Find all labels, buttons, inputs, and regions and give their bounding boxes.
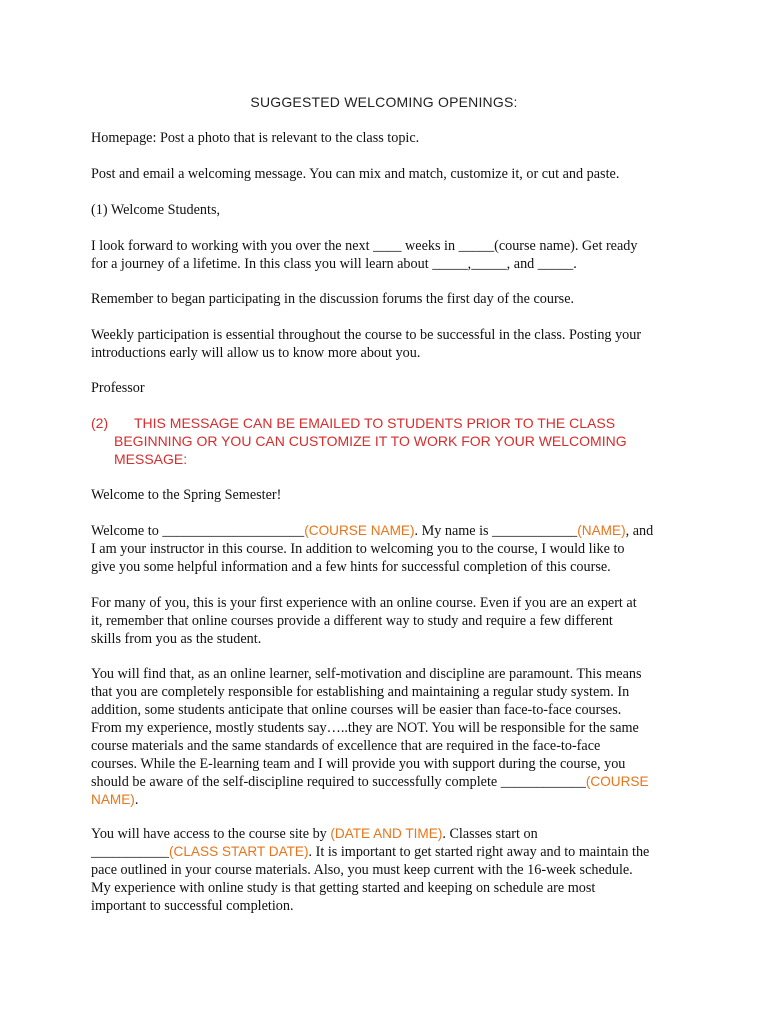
many-line: skills from you as the student. (91, 631, 262, 647)
item1-paragraph (91, 237, 691, 273)
item1-line: I look forward to working with you over the next ____ weeks in _____(course name). Get ready (91, 238, 638, 254)
item1-heading: (1) Welcome Students, (91, 202, 221, 218)
find-paragraph (91, 665, 691, 809)
many-line: For many of you, this is your first experience with an online course. Even if you are an expert at (91, 595, 637, 611)
access-text: . It is important to get started right away and to maintain the (308, 844, 650, 860)
spring-greeting: Welcome to the Spring Semester! (91, 487, 282, 503)
welcome-paragraph (91, 522, 691, 576)
date-time-placeholder: (DATE AND TIME) (330, 826, 443, 841)
access-line: My experience with online study is that getting started and keeping on schedule are most (91, 880, 596, 896)
access-text: ___________ (91, 844, 170, 860)
find-line (91, 791, 691, 809)
professor-signature: Professor (91, 380, 145, 396)
find-line: addition, some students anticipate that online courses will be easier than face-to-face courses. (91, 702, 622, 718)
welcome-text: . My name is ____________ (414, 523, 578, 539)
find-line: courses. While the E-learning team and I will provide you with support during the course, you (91, 756, 626, 772)
find-text: should be aware of the self-discipline required to successfully complete ____________ (91, 774, 586, 790)
class-start-date-placeholder: (CLASS START DATE) (169, 844, 309, 859)
welcome-line (91, 522, 691, 540)
item1-line: for a journey of a lifetime. In this class you will learn about _____,_____, and _____. (91, 256, 577, 272)
find-line (91, 773, 691, 791)
course-name-placeholder: (COURSE (585, 774, 649, 789)
find-text: . (134, 792, 139, 808)
access-text: You will have access to the course site by (91, 826, 331, 842)
access-line (91, 825, 691, 843)
course-name-placeholder: (COURSE NAME) (304, 523, 415, 538)
page-title: SUGGESTED WELCOMING OPENINGS: (250, 94, 518, 110)
welcome-text: Welcome to ____________________ (91, 523, 305, 539)
name-placeholder: (NAME) (577, 523, 626, 538)
many-line: it, remember that online courses provide a different way to study and require a few different (91, 613, 613, 629)
weekly-paragraph (91, 326, 691, 362)
access-line: pace outlined in your course materials. Also, you must keep current with the 16-week schedule. (91, 862, 633, 878)
item2-number: (2) (91, 415, 109, 431)
welcome-text: , and (625, 523, 654, 539)
find-line: that you are completely responsible for establishing and maintaining a regular study system. In (91, 684, 630, 700)
homepage-instruction: Homepage: Post a photo that is relevant to the class topic. (91, 130, 420, 146)
access-paragraph (91, 825, 691, 915)
find-line: From my experience, mostly students say…..they are NOT. You will be responsible for the same (91, 720, 639, 736)
access-line (91, 843, 691, 861)
welcome-line: give you some helpful information and a few hints for successful completion of this course. (91, 559, 611, 575)
weekly-line: Weekly participation is essential throughout the course to be successful in the class. Posting your (91, 327, 642, 343)
find-line: course materials and the same standards of excellence that are required in the face-to-face (91, 738, 601, 754)
many-paragraph (91, 594, 691, 648)
access-text: . Classes start on (442, 826, 538, 842)
find-line: You will find that, as an online learner, self-motivation and discipline are paramount. This means (91, 666, 642, 682)
post-email-instruction: Post and email a welcoming message. You can mix and match, customize it, or cut and paste. (91, 166, 620, 182)
item2-text: THIS MESSAGE CAN BE EMAILED TO STUDENTS PRIOR TO THE CLASS BEGINNING OR YOU CAN CUSTOMIZE IT TO WORK FOR YOUR WELCOMING MESSAGE: (114, 415, 627, 467)
access-line: important to successful completion. (91, 898, 294, 914)
remember-paragraph: Remember to began participating in the discussion forums the first day of the course. (91, 291, 575, 307)
course-name-placeholder: NAME) (91, 792, 135, 807)
weekly-line: introductions early will allow us to know more about you. (91, 345, 421, 361)
welcome-line: I am your instructor in this course. In addition to welcoming you to the course, I would like to (91, 541, 625, 557)
